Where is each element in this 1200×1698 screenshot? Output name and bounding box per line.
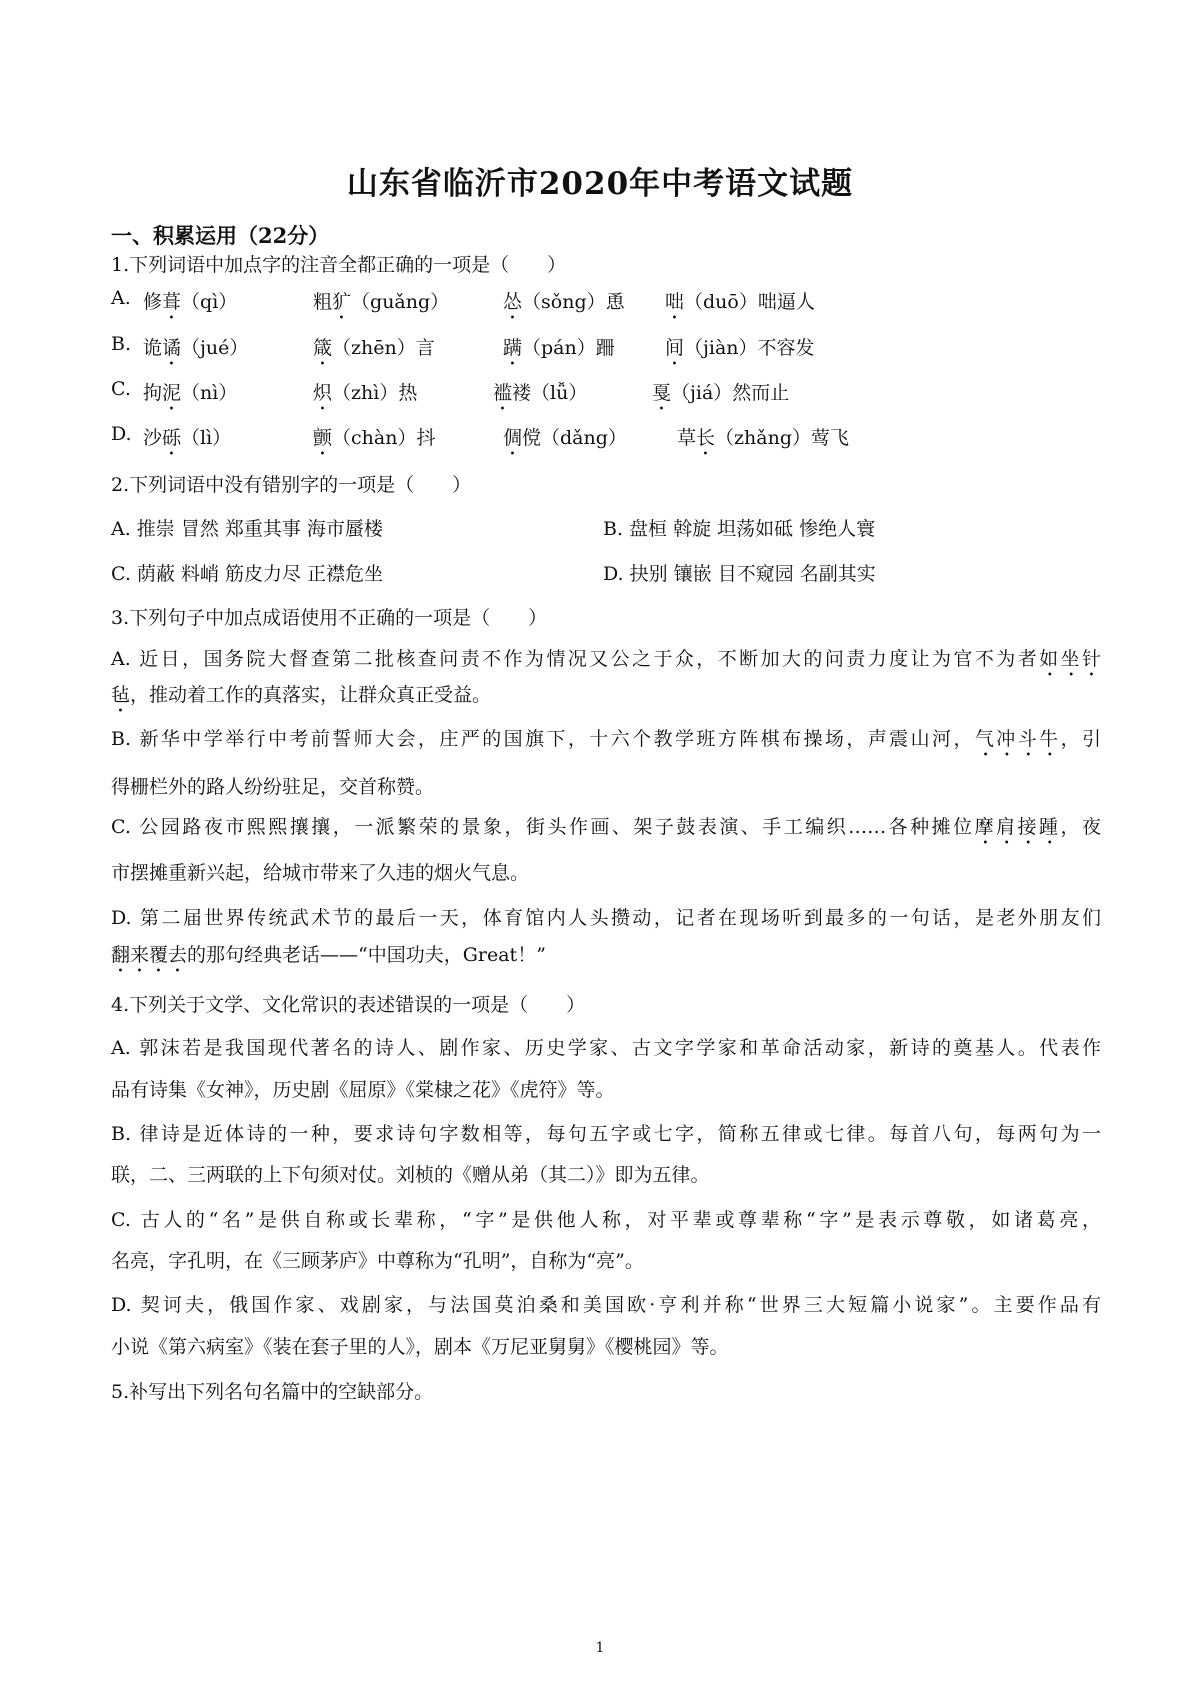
q4-stem: 4.下列关于文学、文化常识的表述错误的一项是（ ） (111, 994, 586, 1016)
option-word: 粗犷（guǎng） (313, 291, 450, 313)
option-word: 拘泥（nì） (143, 382, 238, 404)
q1-stem: 1.下列词语中加点字的注音全都正确的一项是（ ） (111, 254, 567, 276)
q4-option-b-line2: 联，二、三两联的上下句须对仗。刘桢的《赠从弟（其二）》即为五律。 (111, 1164, 710, 1186)
option-word: 倜傥（dǎng） (503, 427, 627, 449)
q5-stem: 5.补写出下列名句名篇中的空缺部分。 (111, 1381, 434, 1403)
option-word: 炽（zhì）热 (313, 382, 418, 404)
option-label: C. (111, 378, 131, 400)
option-word: 间（jiàn）不容发 (665, 337, 815, 359)
q2-option-d: D. 抉别 镶嵌 目不窥园 名副其实 (603, 563, 876, 585)
q4-option-c-line2: 名亮，字孔明，在《三顾茅庐》中尊称为“孔明”，自称为“亮”。 (111, 1250, 644, 1272)
q4-option-b-line1: B. 律诗是近体诗的一种，要求诗句字数相等，每句五字或七字，简称五律或七律。每首八句，每两句为一 (111, 1123, 1101, 1145)
q4-option-a-line2: 品有诗集《女神》，历史剧《屈原》《棠棣之花》《虎符》等。 (111, 1079, 615, 1101)
option-label: A. (111, 287, 131, 309)
option-word: 褴褛（lǚ） (493, 382, 588, 404)
option-label: D. (111, 423, 132, 445)
option-word: 颤（chàn）抖 (313, 427, 436, 449)
q2-option-c: C. 荫蔽 料峭 筋皮力尽 正襟危坐 (111, 563, 384, 585)
option-word: 箴（zhēn）言 (313, 337, 435, 359)
option-word: 戛（jiá）然而止 (652, 382, 790, 404)
option-word: 咄（duō）咄逼人 (665, 291, 815, 313)
q3-option-b-line1: B. 新华中学举行中考前誓师大会，庄严的国旗下，十六个教学班方阵棋布操场，声震山河，气冲斗牛，引 (111, 728, 1101, 750)
option-label: B. (111, 333, 132, 355)
q4-option-c-line1: C. 古人的“名”是供自称或长辈称，“字”是供他人称，对平辈或尊辈称“字”是表示尊敬，如诸葛亮， (111, 1209, 1101, 1231)
q3-stem: 3.下列句子中加点成语使用不正确的一项是（ ） (111, 607, 548, 629)
q3-option-d-line1: D. 第二届世界传统武术节的最后一天，体育馆内人头攒动，记者在现场听到最多的一句话，是老外朋友们 (111, 907, 1101, 929)
q3-option-d-line2: 翻来覆去的那句经典老话——“中国功夫，Great！” (111, 944, 546, 966)
q3-option-a-line2: 毡，推动着工作的真落实，让群众真正受益。 (111, 684, 492, 706)
option-word: 怂（sǒng）恿 (503, 291, 625, 313)
q2-stem: 2.下列词语中没有错别字的一项是（ ） (111, 474, 472, 496)
q4-option-a-line1: A. 郭沫若是我国现代著名的诗人、剧作家、历史学家、古文字学家和革命活动家，新诗的奠基人。代表作 (111, 1037, 1101, 1059)
option-word: 诡谲（jué） (143, 337, 249, 359)
page-title: 山东省临沂市2020年中考语文试题 (346, 166, 854, 202)
q3-option-a-line1: A. 近日，国务院大督查第二批核查问责不作为情况又公之于众，不断加大的问责力度让为官不为者如坐针 (111, 648, 1101, 670)
q2-option-a: A. 推崇 冒然 郑重其事 海市蜃楼 (111, 518, 383, 540)
q4-option-d-line1: D. 契诃夫，俄国作家、戏剧家，与法国莫泊桑和美国欧·亨利并称“世界三大短篇小说家”。主要作品有 (111, 1294, 1101, 1316)
section-heading: 一、积累运用（22分） (111, 223, 330, 248)
page-number: 1 (595, 1640, 605, 1656)
option-word: 蹒（pán）跚 (503, 337, 615, 359)
q3-option-c-line1: C. 公园路夜市熙熙攘攘，一派繁荣的景象，街头作画、架子鼓表演、手工编织……各种摊位摩肩接踵，夜 (111, 816, 1101, 838)
option-word: 草长（zhǎng）莺飞 (677, 427, 850, 449)
option-word: 沙砾（lì） (143, 427, 232, 449)
q3-option-c-line2: 市摆摊重新兴起，给城市带来了久违的烟火气息。 (111, 862, 530, 884)
option-word: 修葺（qì） (143, 291, 238, 313)
q2-option-b: B. 盘桓 斡旋 坦荡如砥 惨绝人寰 (603, 518, 876, 540)
q4-option-d-line2: 小说《第六病室》《装在套子里的人》，剧本《万尼亚舅舅》《樱桃园》等。 (111, 1336, 729, 1358)
q3-option-b-line2: 得栅栏外的路人纷纷驻足，交首称赞。 (111, 776, 435, 798)
